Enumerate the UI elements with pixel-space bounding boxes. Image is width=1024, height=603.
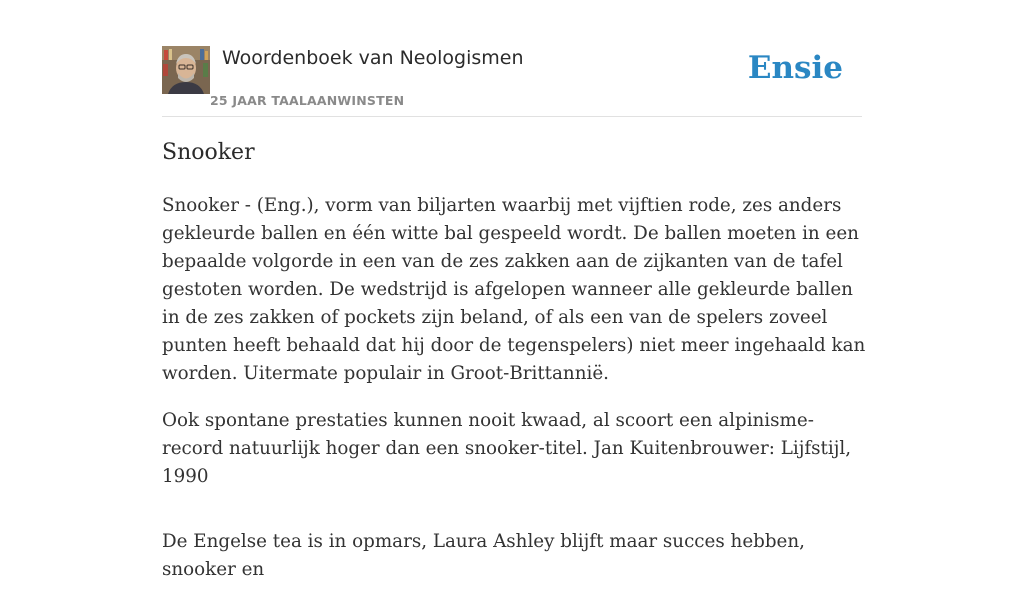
entry-title: Snooker [162,140,255,165]
dictionary-source-title[interactable]: Woordenboek van Neologismen [222,47,524,69]
author-avatar[interactable] [162,46,210,94]
entry-definition: Snooker - (Eng.), vorm van biljarten waarbij met vijftien rode, zes anders gekleurde ballen en één witte bal gespeeld wordt. De ballen moeten in een bepaalde volgorde in een van de zes zakken aan de zijkanten van de tafel gestoten worden. De wedstrijd is afgelopen wanneer alle gekleurde ballen in de zes zakken of pockets zijn beland, of als een van de spelers zoveel punten heeft behaald dat hij door de tegenspelers) niet meer ingehaald kan worden. Uitermate populair in Groot-Brittannië. [162,195,866,384]
entry-quote: Ook spontane prestaties kunnen nooit kwaad, al scoort een alpinisme-record natuurlijk hoger dan een snooker-titel. Jan Kuitenbrouwer: Lijfstijl, 1990 [162,410,852,487]
ensie-logo-link[interactable]: Ensie [747,50,843,86]
entry-quote: De Engelse tea is in opmars, Laura Ashley blijft maar succes hebben, snooker en [162,531,805,580]
dictionary-header [162,46,862,117]
avatar-photo [162,46,210,94]
dictionary-source-subtitle: 25 JAAR TAALAANWINSTEN [210,93,405,108]
entry-content [162,192,867,603]
